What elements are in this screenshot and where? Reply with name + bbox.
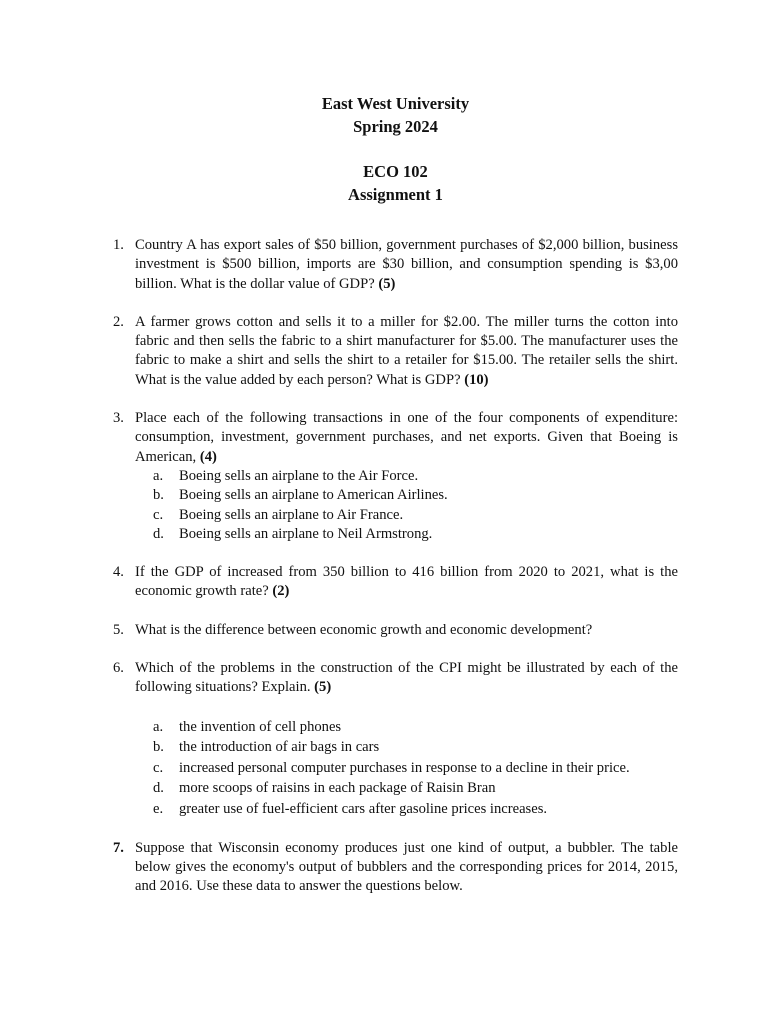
question-5 [113,621,678,640]
question-text: What is the difference between economic growth and economic development? [135,621,593,638]
sub-item-letter: a. [153,467,164,484]
sub-item [135,506,678,525]
question-number: 3. [113,410,124,427]
term: Spring 2024 [353,117,438,136]
sub-item-text: Boeing sells an airplane to Air France. [179,506,404,523]
question-text: Country A has export sales of $50 billion, government purchases of $2,000 billion, business investment is $500 billion, imports are $30 billion, and consumption spending is $3,00 billion. What is the dollar value of GDP? [135,237,678,292]
sub-item-text: more scoops of raisins in each package of Raisin Bran [179,780,496,797]
sub-item [135,758,678,779]
sub-item-text: Boeing sells an airplane to the Air Force. [179,467,419,484]
sub-item-letter: d. [153,525,164,542]
question-1 [113,236,678,294]
course-code: ECO 102 [363,162,428,181]
assignment-title: Assignment 1 [348,185,443,204]
sub-item-letter: c. [153,506,164,523]
question-3 [113,409,678,544]
question-text: A farmer grows cotton and sells it to a miller for $2.00. The miller turns the cotton into fabric and then sells the fabric to a shirt manufacturer for $5.00. The manufacturer uses the fabric to make a shirt and sells the shirt to a retailer for $15.00. The retailer sells the shirt. What is the value added by each person? What is GDP? [135,313,678,388]
university-name: East West University [321,94,470,113]
question-number: 2. [113,313,124,330]
sub-item-text: greater use of fuel-efficient cars after gasoline prices increases. [179,801,548,818]
question-4 [113,563,678,602]
sub-item-letter: c. [153,759,164,776]
sub-item-text: Boeing sells an airplane to American Airlines. [179,487,448,504]
question-number: 4. [113,564,124,581]
sub-item [135,525,678,544]
question-number: 5. [113,621,124,638]
question-number: 6. [113,660,124,677]
sub-item [135,717,678,738]
sub-item-list [135,717,678,820]
question-marks: (5) [378,275,396,292]
sub-item-letter: a. [153,718,164,735]
sub-item [135,467,678,486]
question-number: 7. [113,839,124,856]
sub-item-text: increased personal computer purchases in response to a decline in their price. [179,759,630,776]
question-text: Place each of the following transactions in one of the four components of expenditure: consumption, investment, government purchases, and net exports. Given that Boeing is American, [135,410,678,465]
sub-item [135,799,678,820]
sub-item [135,486,678,505]
sub-item-text: the invention of cell phones [179,718,342,735]
question-marks: (10) [464,371,489,388]
sub-item-letter: e. [153,801,164,818]
question-marks: (5) [314,679,332,696]
sub-item-text: the introduction of air bags in cars [179,739,380,756]
question-text: Suppose that Wisconsin economy produces just one kind of output, a bubbler. The table below gives the economy's output of bubblers and the corresponding prices for 2014, 2015, and 2016. Use these data to answer the questions below. [135,839,678,895]
question-6 [113,659,678,820]
question-list [113,236,678,897]
question-2 [113,313,678,390]
question-number: 1. [113,237,124,253]
question-marks: (4) [199,448,217,465]
question-text: Which of the problems in the construction of the CPI might be illustrated by each of the following situations? Explain. [135,660,678,696]
question-text: If the GDP of increased from 350 billion to 416 billion from 2020 to 2021, what is the economic growth rate? [135,564,678,600]
sub-item-letter: b. [153,739,164,756]
sub-item-list [135,467,678,544]
sub-item-letter: d. [153,780,164,797]
sub-item-text: Boeing sells an airplane to Neil Armstrong. [179,525,433,542]
sub-item [135,778,678,799]
question-marks: (2) [272,583,290,600]
sub-item-letter: b. [153,487,164,504]
sub-item [135,737,678,758]
question-7 [113,839,678,897]
document-header [113,92,678,206]
